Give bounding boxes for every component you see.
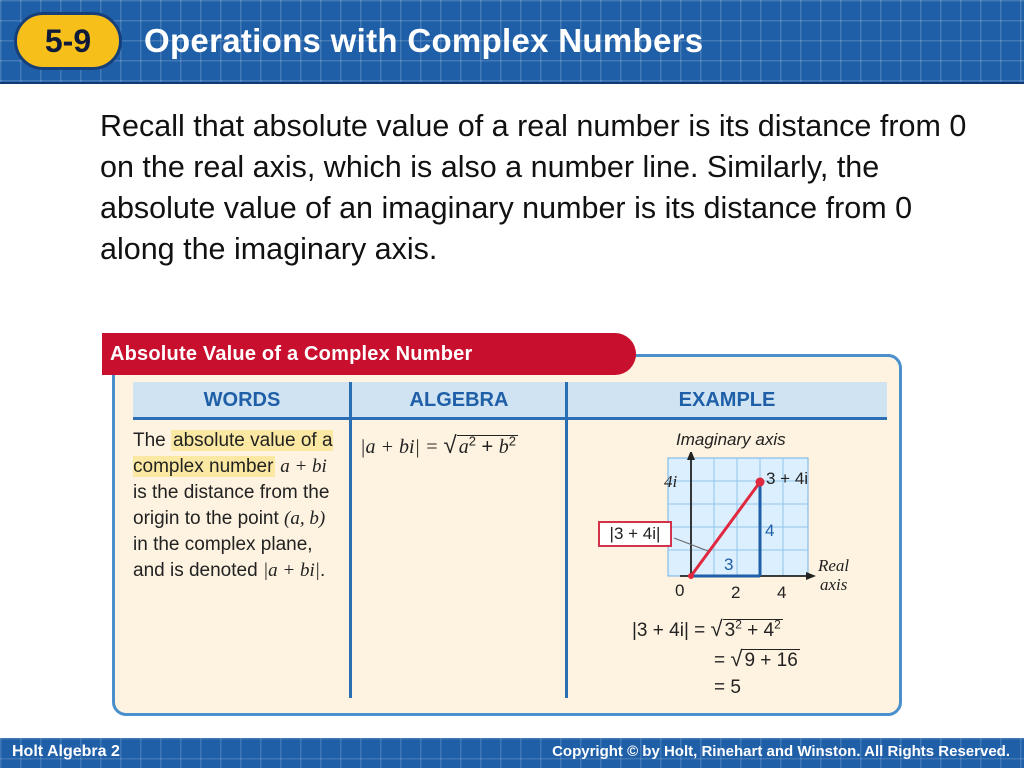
algebra-lhs: |a + bi| =: [360, 436, 444, 458]
calc-eq-2: =: [714, 650, 731, 671]
calc-line-3: = 5: [714, 677, 741, 698]
words-denoted: |a + bi|: [262, 560, 320, 581]
algebra-exp-b: 2: [508, 433, 516, 449]
calc-line-1: [632, 616, 783, 642]
algebra-b: b: [498, 436, 509, 458]
calc-radicand-1: [723, 619, 783, 641]
point-label: [766, 469, 808, 489]
intro-paragraph: Recall that absolute value of a real number is its distance from 0 on the real axis, which is also a number line. Similarly, the absolute value of an imaginary number is its distance from 0 along the imaginary axis.: [100, 109, 967, 266]
algebra-exp-a: 2: [468, 433, 476, 449]
column-header-example: EXAMPLE: [567, 382, 887, 420]
tick-label-4: 4: [777, 583, 787, 602]
sqrt-symbol: √: [443, 432, 457, 459]
real-axis-label-1: Real: [818, 556, 850, 575]
footer-bar: [0, 738, 1024, 768]
origin-label: 0: [675, 581, 685, 600]
column-header-algebra: ALGEBRA: [351, 382, 567, 420]
words-expression: a + bi: [275, 456, 327, 477]
words-rest2: in the complex plane, and is denoted: [133, 534, 313, 581]
words-end: .: [320, 560, 326, 581]
four-i-text: 4i: [664, 472, 678, 491]
calc-exp-a: 2: [735, 617, 742, 632]
lesson-badge: 5-9: [14, 12, 122, 70]
calc-plus: +: [741, 620, 764, 641]
words-highlight: absolute value of a complex number: [133, 430, 333, 477]
four-i-label: [664, 472, 677, 492]
column-divider: [349, 382, 352, 698]
point-label-text: 3 + 4i: [766, 469, 809, 488]
column-divider: [565, 382, 568, 698]
footer-copyright: Copyright © by Holt, Rinehart and Winston. All Rights Reserved.: [552, 743, 1010, 760]
column-header-words: WORDS: [133, 382, 351, 420]
header-bar: [0, 0, 1024, 84]
page-title: Operations with Complex Numbers: [144, 22, 704, 59]
algebra-plus: +: [475, 436, 499, 458]
algebra-formula: [360, 432, 518, 460]
calc-lhs: |3 + 4i| =: [632, 620, 711, 641]
words-lead: The: [133, 430, 172, 451]
footer-book-title: Holt Algebra 2: [12, 743, 120, 760]
calc-a: 3: [724, 620, 736, 641]
imaginary-axis-label: Imaginary axis: [676, 430, 786, 449]
absolute-value-label: |3 + 4i|: [598, 521, 672, 547]
calc-radicand-2: 9 + 16: [744, 650, 798, 671]
feature-box-title: Absolute Value of a Complex Number: [102, 333, 636, 375]
words-point: (a, b): [284, 508, 326, 529]
real-axis-label-2: axis: [820, 575, 848, 594]
algebra-a: a: [458, 436, 469, 458]
words-rest: is the distance from the origin to the point: [133, 482, 330, 529]
calc-exp-b: 2: [774, 617, 781, 632]
vertical-leg-label: 4: [765, 521, 775, 540]
sqrt-symbol: √: [710, 616, 723, 641]
tick-label-2: 2: [731, 583, 741, 602]
algebra-radicand: [457, 435, 518, 458]
calc-b: 4: [763, 620, 775, 641]
words-definition: [133, 428, 343, 584]
horizontal-leg-label: 3: [724, 555, 734, 574]
calc-line-2: [714, 646, 800, 672]
sqrt-symbol: √: [730, 646, 743, 671]
